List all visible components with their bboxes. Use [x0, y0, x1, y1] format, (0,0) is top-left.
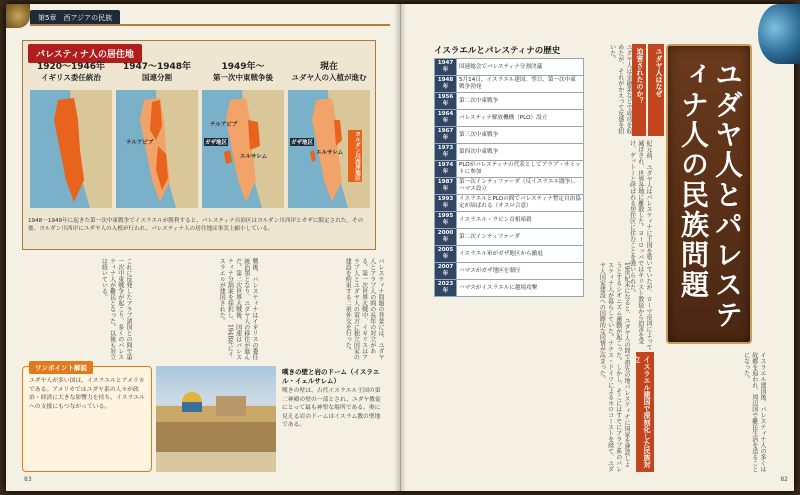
history-year: 1948年: [435, 76, 457, 93]
history-row: [435, 229, 584, 246]
history-row: [435, 93, 584, 110]
map-label-westbank: ヨルダン川西岸地区: [348, 130, 362, 182]
right-lower-text-2: イスラエル建国後、パレスティナ人の多くは故郷を追われ、周辺国で難民生活を送ることになった。: [742, 352, 766, 472]
history-event: イスラエル軍がガザ地区から撤退: [457, 246, 584, 263]
history-row: [435, 144, 584, 161]
map-era: 1920〜1946年: [36, 62, 106, 72]
map-panel-4: [288, 62, 370, 212]
right-lower-text: 19世紀末になると、ユダヤ人の間で祖先の地パレスティナに国家を建設しようとするシオニズム運動が起こった。しかし、そこにはすでにアラブ系のパレスティナ人が暮らしていた。ナチス・ドイツによるホロコーストを経て、ユダヤ人国家建設への国際的な同情が高まった。: [598, 262, 630, 472]
map-label-jerusalem: エルサレム: [240, 154, 268, 160]
history-event: パレスティナ解放機構（PLO）設立: [457, 110, 584, 127]
history-year: 1947年: [435, 59, 457, 76]
history-row: [435, 76, 584, 93]
history-year: 2005年: [435, 246, 457, 263]
onepoint-title: ワンポイント解説: [29, 361, 93, 374]
map-label-gaza: ガザ地区: [205, 140, 228, 146]
photo-caption: [282, 368, 382, 430]
title-box: [666, 44, 752, 344]
lamp-decoration: [6, 4, 30, 28]
page-number-left: 83: [24, 476, 32, 483]
history-event: イスラエルとPLOの間でパレスティナ暫定自治協定が結ばれる（オスロ合意）: [457, 195, 584, 212]
history-event: 5月14日、イスラエル建国。翌日、第一次中東戦争勃発: [457, 76, 584, 93]
map-panel-2: [116, 62, 198, 212]
map-era: 1949年〜: [221, 62, 265, 72]
history-row: [435, 161, 584, 178]
map-label-gaza: ガザ地区: [291, 140, 314, 146]
left-body-columns: [22, 258, 384, 362]
right-upper-text-2: ユダヤ人は金融業などで成功を収めたが、それがかえって反感を招いた。: [608, 44, 632, 134]
history-year: 1964年: [435, 110, 457, 127]
question-tag-line-2: 迫害されたのか？: [632, 44, 646, 136]
history-event: 第二次中東戦争: [457, 93, 584, 110]
onepoint-box: [22, 366, 152, 472]
page-title: ユダヤ人とパレスティナ人の民族問題: [677, 60, 744, 330]
history-event: イスラエル・ラビン首相暗殺: [457, 212, 584, 229]
history-year: 1993年: [435, 195, 457, 212]
map-label-telaviv: テルアビブ: [210, 122, 238, 128]
map-image: [116, 90, 198, 208]
subheading-tag: イスラエル建国で深刻化した民族対立: [636, 352, 654, 472]
header-rule: [30, 24, 390, 26]
photo-caption-text: 嘆きの壁は、古代イスラエル王国の第二神殿の壁の一部とされ、ユダヤ教徒にとって最も神聖な場所である。奥に見える岩のドームはイスラム教の聖地である。: [282, 388, 381, 428]
history-event: 第三次中東戦争: [457, 127, 584, 144]
history-row: [435, 195, 584, 212]
map-title: パレスティナ人の居住地: [28, 44, 142, 63]
map-sub: ユダヤ人の入植が進む: [291, 73, 367, 82]
history-year: 1995年: [435, 212, 457, 229]
map-panel-3: [202, 62, 284, 212]
history-event: 国連総会でパレスティナ分割決議: [457, 59, 584, 76]
photo-caption-title: 嘆きの壁と岩のドーム（イスラエル・イェルサレム）: [282, 368, 380, 385]
photo-western-wall: [156, 366, 276, 472]
onepoint-text: ユダヤ人が多い国は、イスラエルとアメリカである。アメリカではユダヤ系の人々が政治・経済に大きな影響力を持ち、イスラエルへの支援にもつながっている。: [29, 378, 145, 410]
history-row: [435, 246, 584, 263]
history-row: [435, 110, 584, 127]
history-event: PLOがパレスティナの代表としてアラブ・サミットに参加: [457, 161, 584, 178]
history-event: 第四次中東戦争: [457, 144, 584, 161]
page-number-right: 82: [780, 476, 788, 483]
history-title: イスラエルとパレスティナの歴史: [434, 44, 584, 60]
history-event: 第二次インティファーダ: [457, 229, 584, 246]
map-image: [30, 90, 112, 208]
history-row: [435, 127, 584, 144]
history-event: 第一次インティファーダ（反イスラエル闘争）、ハマス設立: [457, 178, 584, 195]
right-upper-text: 紀元前、ユダヤ人はパレスティナに王国を築いていたが、ローマ帝国によって滅ぼされ、世界各地に離散した。ヨーロッパではキリスト教徒から迫害を受け、ゲットーと呼ばれる居住区に住むことを強いられた。: [628, 140, 652, 350]
globe-icon: [758, 4, 800, 64]
map-era: 1947〜1948年: [122, 62, 192, 72]
map-era: 現在: [319, 62, 338, 72]
map-image: [288, 90, 370, 208]
map-sub: イギリス委任統治: [41, 73, 101, 82]
gutter: [394, 4, 406, 491]
map-image: [202, 90, 284, 208]
history-event: ハマスがイスラエルに越境攻撃: [457, 280, 584, 297]
map-sub: 第一次中東戦争後: [213, 73, 273, 82]
history-year: 2007年: [435, 263, 457, 280]
map-sub: 国連分割: [142, 73, 172, 82]
history-year: 2000年: [435, 229, 457, 246]
body-column: パレスティナ問題の背景には、ユダヤ人とアラブ人の間の長年の対立がある。第一次世界大戦中、イギリスはアラブ人とユダヤ人の双方に独立国家の建設を約束する二重外交を行った。: [344, 258, 384, 360]
map-caption: 1948〜1949年に起きた第一次中東戦争でイスラエルが勝利すると、パレスティナ自治区はヨルダン川西岸とガザに限定された。その後、ヨルダン川西岸にユダヤ人の入植が行われ、パレスティナ人の居住地は事実上縮小している。: [28, 218, 364, 232]
body-column: これに反発したアラブ諸国との間で第一次中東戦争が起こり、多くのパレスティナ人が難民となった。以後も対立は続いている。: [100, 258, 132, 360]
history-row: [435, 212, 584, 229]
history-year: 1987年: [435, 178, 457, 195]
map-label-telaviv: テルアビブ: [126, 140, 154, 146]
history-year: 1967年: [435, 127, 457, 144]
map-label-jerusalem: エルサレム: [316, 150, 344, 156]
history-year: 2023年: [435, 280, 457, 297]
body-column: 戦後、パレスティナはイギリスの委任統治領となり、ユダヤ人の移住が進んだ。第二次世界大戦後、国連はパレスティナ分割案を採択し、1948年にイスラエルが建国された。: [218, 258, 258, 360]
history-row: [435, 59, 584, 76]
history-year: 1956年: [435, 93, 457, 110]
question-tag-line-1: ユダヤ人はなぜ: [648, 44, 664, 136]
history-row: [435, 178, 584, 195]
history-event: ハマスがガザ地区を制圧: [457, 263, 584, 280]
chapter-tab: 第5章 西アジアの民族: [30, 10, 120, 26]
history-year: 1974年: [435, 161, 457, 178]
map-panel-1: [30, 62, 112, 212]
history-year: 1973年: [435, 144, 457, 161]
